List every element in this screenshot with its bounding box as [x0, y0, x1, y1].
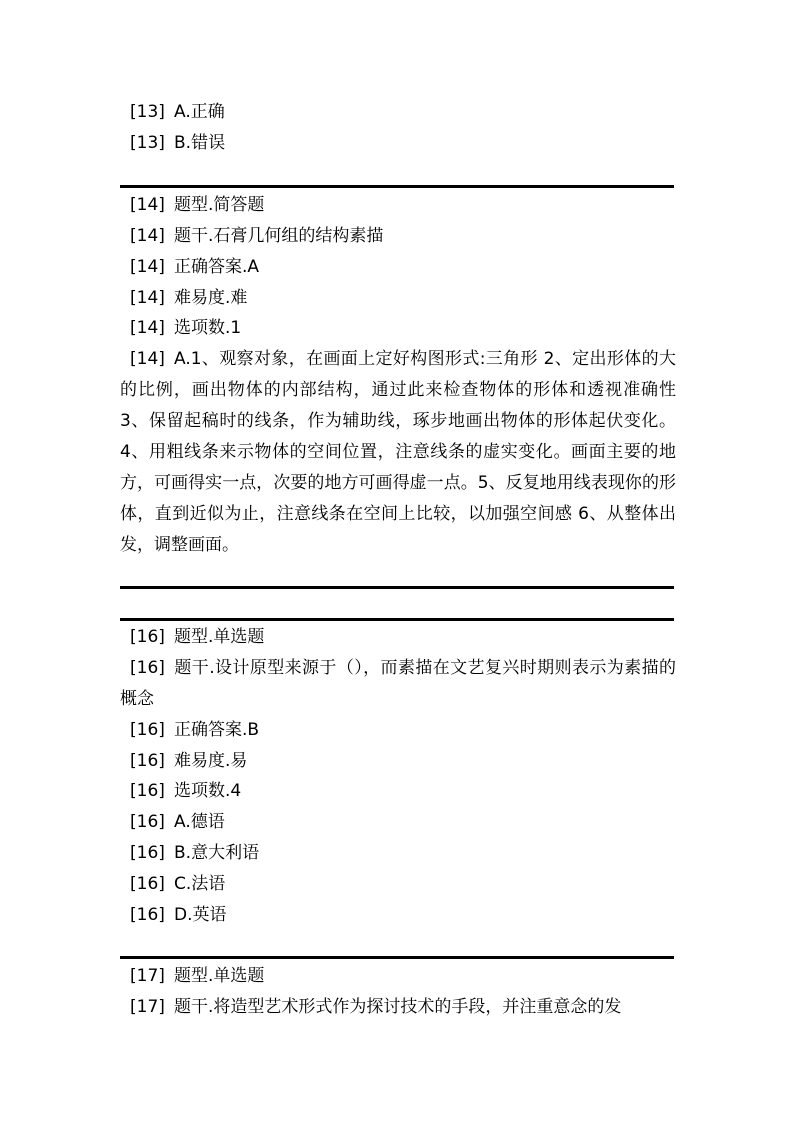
q16-stem: 题干.设计原型来源于（），而素描在文艺复兴时期则表示为素描的概念: [120, 658, 676, 709]
section-divider: [120, 618, 674, 621]
section-divider: [120, 586, 674, 589]
question-number: [14]: [130, 318, 165, 338]
q13-option-b-line: [120, 128, 680, 159]
q17-type: 题型.单选题: [174, 966, 265, 986]
question-number: [13]: [130, 133, 165, 153]
q16-type: 题型.单选题: [174, 627, 265, 647]
q14-answer: 正确答案.A: [174, 257, 260, 277]
q14-difficulty-line: [120, 283, 680, 314]
q17-stem: 题干.将造型艺术形式作为探讨技术的手段，并注重意念的发: [174, 997, 622, 1017]
section-divider: [120, 956, 674, 959]
q14-stem-line: [120, 221, 680, 252]
q16-answer-line: [120, 715, 680, 746]
q14-option-a-paragraph: [120, 344, 676, 561]
q16-difficulty: 难易度.易: [174, 751, 248, 771]
q16-type-line: [120, 622, 680, 653]
q16-option-d: D.英语: [174, 905, 227, 925]
question-number: [14]: [130, 288, 165, 308]
question-number: [16]: [130, 658, 165, 678]
q14-type: 题型.简答题: [174, 195, 265, 215]
question-number: [16]: [130, 812, 165, 832]
q16-difficulty-line: [120, 746, 680, 777]
q16-option-d-line: [120, 900, 680, 931]
q16-option-a-line: [120, 807, 680, 838]
q14-stem: 题干.石膏几何组的结构素描: [174, 226, 384, 246]
q14-option-a: A.1、观察对象，在画面上定好构图形式:三角形 2、定出形体的大的比例，画出物体的内部结构，通过此来检查物体的形体和透视准确性 3、保留起稿时的线条，作为辅助线，琢步地画出物体的形体起伏变化。4、用粗线条来示物体的空间位置，注意线条的虚实变化。画面主要的地方，可画得实一点，次要的地方可画得虚一点。5、反复地用线表现你的形体，直到近似为止，注意线条在空间上比较，以加强空间感 6、从整体出发，调整画面。: [120, 349, 676, 555]
section-divider: [120, 185, 674, 188]
question-number: [14]: [130, 349, 165, 369]
q13-option-a-line: [120, 97, 680, 128]
q16-option-count-line: [120, 776, 680, 807]
q13-option-a: A.正确: [174, 102, 225, 122]
q16-option-c: C.法语: [174, 874, 226, 894]
question-number: [17]: [130, 966, 165, 986]
q14-answer-line: [120, 252, 680, 283]
question-number: [16]: [130, 627, 165, 647]
question-number: [14]: [130, 195, 165, 215]
q16-option-b-line: [120, 838, 680, 869]
q16-option-a: A.德语: [174, 812, 225, 832]
question-number: [14]: [130, 257, 165, 277]
question-number: [16]: [130, 781, 165, 801]
question-number: [17]: [130, 997, 165, 1017]
q16-stem-paragraph: [120, 653, 676, 715]
q17-type-line: [120, 961, 680, 992]
question-number: [16]: [130, 874, 165, 894]
q17-stem-line: [120, 992, 680, 1023]
q16-option-count: 选项数.4: [174, 781, 242, 801]
q14-type-line: [120, 190, 680, 221]
q14-option-count-line: [120, 313, 680, 344]
question-number: [13]: [130, 102, 165, 122]
q13-option-b: B.错误: [174, 133, 226, 153]
q16-option-b: B.意大利语: [174, 843, 260, 863]
question-number: [16]: [130, 843, 165, 863]
question-number: [14]: [130, 226, 165, 246]
q14-difficulty: 难易度.难: [174, 288, 248, 308]
q14-option-count: 选项数.1: [174, 318, 242, 338]
q16-option-c-line: [120, 869, 680, 900]
question-number: [16]: [130, 905, 165, 925]
question-number: [16]: [130, 720, 165, 740]
question-number: [16]: [130, 751, 165, 771]
q16-answer: 正确答案.B: [174, 720, 260, 740]
